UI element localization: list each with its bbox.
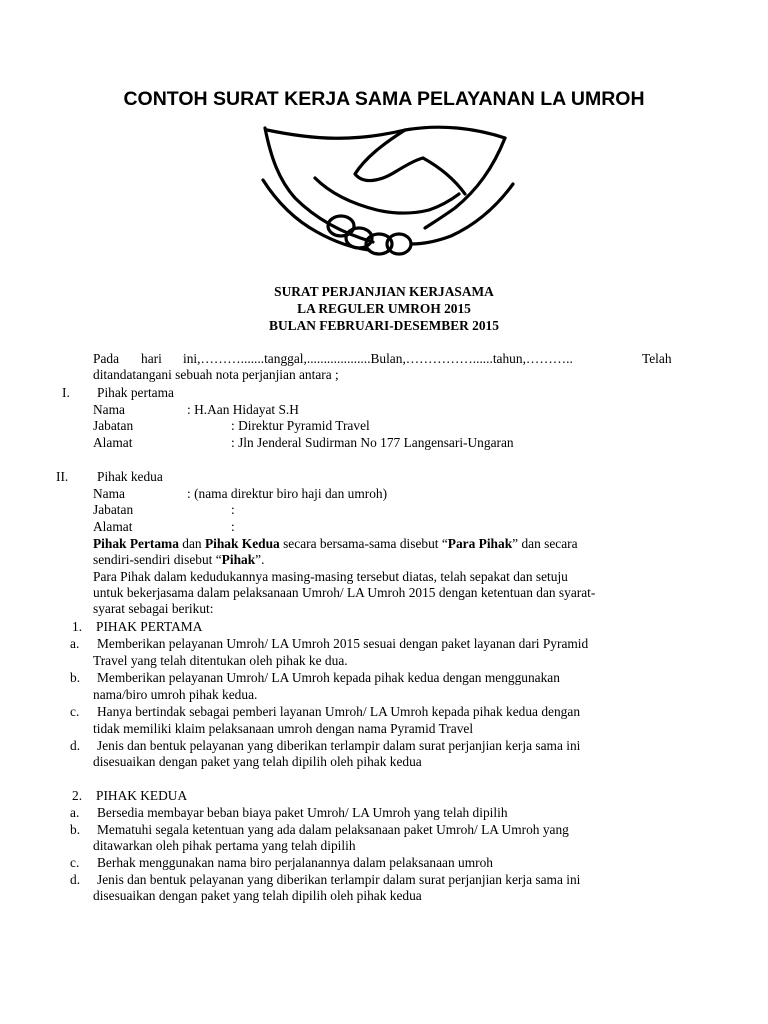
s2-item-b-letter: b. [70, 822, 81, 837]
s2-item-d-line2: disesuaikan dengan paket yang telah dipilih oleh pihak kedua [93, 888, 422, 903]
para-line-1: Pihak Pertama dan Pihak Kedua secara bersama-sama disebut “Para Pihak” dan secara [93, 536, 578, 551]
para-line-4: untuk bekerjasama dalam pelaksanaan Umroh/ LA Umroh 2015 dengan ketentuan dan syarat- [93, 585, 596, 600]
intro-word-pada: Pada [93, 351, 120, 366]
pihak2-number: II. [56, 469, 69, 484]
pihak1-alamat-value: : Jln Jenderal Sudirman No 177 Langensari-Ungaran [231, 435, 514, 450]
s1-item-c-line1: Hanya bertindak sebagai pemberi layanan Umroh/ LA Umroh kepada pihak kedua dengan [97, 704, 581, 719]
intro-line-2: ditandatangani sebuah nota perjanjian antara ; [93, 367, 339, 382]
section1-number: 1. [72, 619, 83, 634]
handshake-icon [255, 118, 520, 268]
pihak1-nama-label: Nama [93, 402, 125, 417]
para-line-2: sendiri-sendiri disebut “Pihak”. [93, 552, 265, 567]
s1-item-a-line1: Memberikan pelayanan Umroh/ LA Umroh 2015 sesuai dengan paket layanan dari Pyramid [97, 636, 589, 651]
pihak1-jabatan-label: Jabatan [93, 418, 134, 433]
section2-title: PIHAK KEDUA [96, 788, 188, 803]
pihak2-alamat-label: Alamat [93, 519, 133, 534]
s2-item-d-line1: Jenis dan bentuk pelayanan yang diberikan terlampir dalam surat perjanjian kerja sama ini [97, 872, 581, 887]
s2-item-c-letter: c. [70, 855, 80, 870]
pihak1-number: I. [62, 385, 70, 400]
pihak2-jabatan-value: : [231, 502, 235, 517]
s2-item-b-line2: ditawarkan oleh pihak pertama yang telah dipilih [93, 838, 356, 853]
pihak2-alamat-value: : [231, 519, 235, 534]
s1-item-c-letter: c. [70, 704, 80, 719]
intro-date-line: ini,……….......tanggal,...................Bulan,……………......tahun,……….. [183, 351, 573, 366]
s2-item-c-line1: Berhak menggunakan nama biro perjalanannya dalam pelaksanaan umroh [97, 855, 493, 870]
bold-pihak-pertama: Pihak Pertama [93, 536, 179, 551]
pihak2-nama-label: Nama [93, 486, 125, 501]
s2-item-a-line1: Bersedia membayar beban biaya paket Umroh/ LA Umroh yang telah dipilih [97, 805, 508, 820]
para-line-3: Para Pihak dalam kedudukannya masing-masing tersebut diatas, telah sepakat dan setuju [93, 569, 568, 584]
pihak2-nama-value: : (nama direktur biro haji dan umroh) [187, 486, 388, 501]
document-title: CONTOH SURAT KERJA SAMA PELAYANAN LA UMROH [123, 88, 645, 110]
s1-item-a-line2: Travel yang telah ditentukan oleh pihak ke dua. [93, 653, 348, 668]
s1-item-a-letter: a. [70, 636, 80, 651]
s1-item-d-line2: disesuaikan dengan paket yang telah dipilih oleh pihak kedua [93, 754, 422, 769]
s1-item-b-line2: nama/biro umroh pihak kedua. [93, 687, 258, 702]
pihak1-nama-value: : H.Aan Hidayat S.H [187, 402, 299, 417]
s1-item-b-line1: Memberikan pelayanan Umroh/ LA Umroh kepada pihak kedua dengan menggunakan [97, 670, 560, 685]
pihak1-heading: Pihak pertama [97, 385, 174, 400]
para-line-5: syarat sebagai berikut: [93, 601, 214, 616]
intro-word-hari: hari [141, 351, 162, 366]
s2-item-a-letter: a. [70, 805, 80, 820]
s2-item-b-line1: Mematuhi segala ketentuan yang ada dalam pelaksanaan paket Umroh/ LA Umroh yang [97, 822, 569, 837]
s1-item-b-letter: b. [70, 670, 81, 685]
heading-line-1: SURAT PERJANJIAN KERJASAMA [274, 284, 494, 299]
section2-number: 2. [72, 788, 83, 803]
pihak2-jabatan-label: Jabatan [93, 502, 134, 517]
pihak2-heading: Pihak kedua [97, 469, 163, 484]
s2-item-d-letter: d. [70, 872, 81, 887]
pihak1-jabatan-value: : Direktur Pyramid Travel [231, 418, 370, 433]
heading-line-3: BULAN FEBRUARI-DESEMBER 2015 [269, 318, 499, 333]
s1-item-c-line2: tidak memiliki klaim pelaksanaan umroh dengan nama Pyramid Travel [93, 721, 474, 736]
s1-item-d-line1: Jenis dan bentuk pelayanan yang diberikan terlampir dalam surat perjanjian kerja sama ini [97, 738, 581, 753]
bold-pihak-kedua: Pihak Kedua [204, 536, 280, 551]
heading-line-2: LA REGULER UMROH 2015 [297, 301, 471, 316]
intro-word-telah: Telah [642, 351, 672, 366]
bold-pihak: Pihak [221, 552, 256, 567]
s1-item-d-letter: d. [70, 738, 81, 753]
section1-title: PIHAK PERTAMA [96, 619, 203, 634]
pihak1-alamat-label: Alamat [93, 435, 133, 450]
bold-para-pihak: Para Pihak [447, 536, 513, 551]
